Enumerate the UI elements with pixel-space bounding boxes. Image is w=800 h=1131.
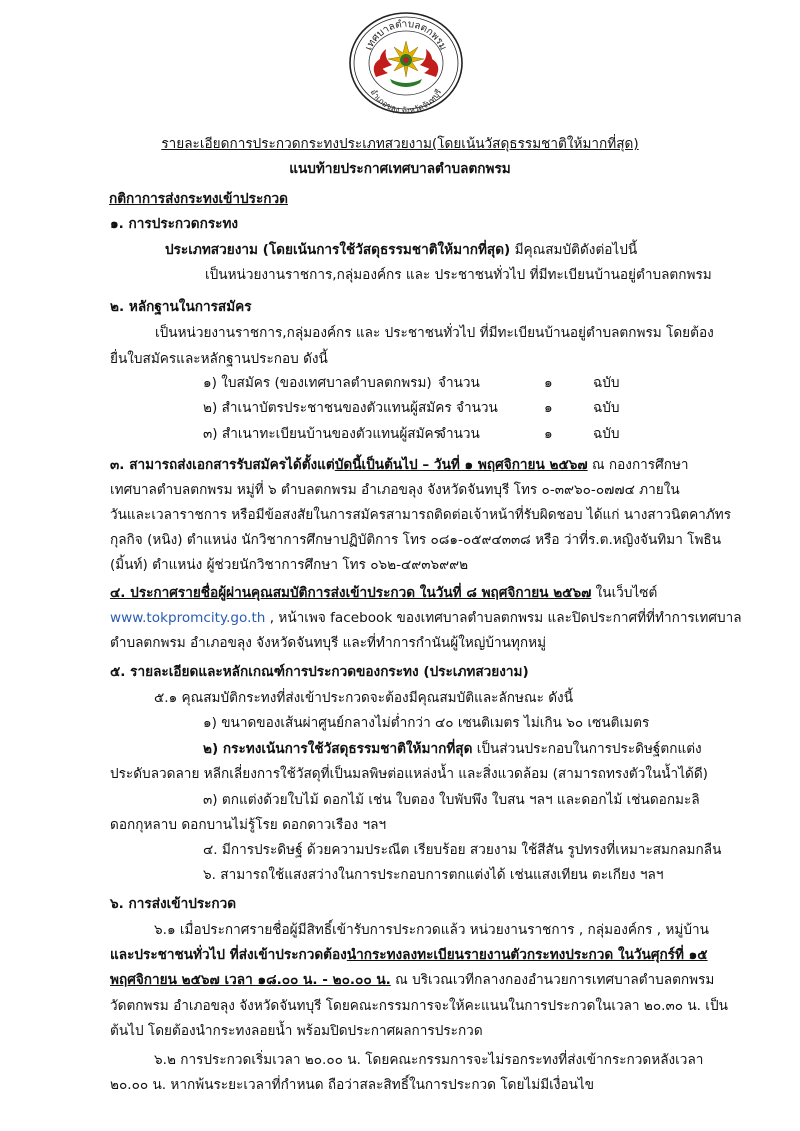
section-4-line-2: [110, 608, 742, 628]
document-unit: ฉบับ: [593, 375, 620, 391]
section-3-location: ณ กองการศึกษา: [587, 457, 689, 473]
criteria-3-line-2: ดอกกุหลาบ ดอกบานไม่รู้โรย ดอกดาวเรือง ฯลฯ: [110, 817, 387, 833]
section-4-website-label: ในเว็บไซต์: [591, 585, 658, 601]
criteria-4: ๔. มีการประดิษฐ์ ด้วยความประณีต เรียบร้อย สวยงาม ใช้สีสัน รูปทรงที่เหมาะสมกลมกลืน: [203, 842, 722, 858]
document-row: [203, 373, 432, 393]
section-4-line-3: ตำบลตกพรม อำเภอขลุง จังหวัดจันทบุรี และที่ทำการกำนันผู้ใหญ่บ้านทุกหมู่: [110, 635, 547, 651]
section-5-sub: ๕.๑ คุณสมบัติกระทงที่ส่งเข้าประกวดจะต้องมีคุณสมบัติและลักษณะ ดังนี้: [154, 690, 573, 706]
section-5-heading: ๕. รายละเอียดและหลักเกณฑ์การประกวดของกระทง (ประเภทสวยงาม): [110, 664, 529, 680]
criteria-1: ๑) ขนาดของเส้นผ่าศูนย์กลางไม่ต่ำกว่า ๔๐ เซนติเมตร ไม่เกิน ๖๐ เซนติเมตร: [203, 715, 650, 731]
document-title: รายละเอียดการประกวดกระทงประเภทสวยงาม(โดยเน้นวัสดุธรรมชาติให้มากที่สุด): [161, 136, 639, 152]
rules-heading: กติกาการส่งกระทงเข้าประกวด: [109, 191, 288, 207]
svg-text:เทศบาลตำบลตกพรม: เทศบาลตำบลตกพรม: [363, 18, 449, 53]
svg-text:อำเภอขลุง จังหวัดจันทบุรี: อำเภอขลุง จังหวัดจันทบุรี: [368, 87, 444, 116]
section-6-1-line-5: ต้นไป โดยต้องนำกระทงลอยน้ำ พร้อมปิดประกาศผลการประกวด: [110, 1023, 483, 1039]
criteria-2-line-2: ประดับลวดลาย หลีกเลี่ยงการใช้วัสดุที่เป็นมลพิษต่อแหล่งน้ำ และสิ่งแวดล้อม (สามารถทรงตัวในน้ำได้ดี): [110, 766, 708, 782]
document-qty-label: จำนวน: [438, 426, 480, 442]
document-subtitle: แนบท้ายประกาศเทศบาลตำบลตกพรม: [289, 161, 511, 177]
criteria-2: [203, 739, 702, 759]
criteria-2-bold: ๒) กระทงเน้นการใช้วัสดุธรรมชาติให้มากที่สุด: [203, 741, 473, 757]
section-6-1-participants: และประชาชนทั่วไป ที่ส่งเข้าประกวดต้อง: [110, 947, 347, 963]
document-name: ๑) ใบสมัคร (ของเทศบาลตำบลตกพรม): [203, 375, 432, 391]
document-name: ๒) สำเนาบัตรประชาชนของตัวแทนผู้สมัคร: [203, 400, 452, 416]
criteria-3: ๓) ตกแต่งด้วยใบไม้ ดอกไม้ เช่น ใบตอง ใบพับพึง ใบสน ฯลฯ และดอกไม้ เช่นดอกมะลิ: [203, 792, 700, 808]
section-3-deadline: บัดนี้เป็นต้นไป – วันที่ ๑ พฤศจิกายน ๒๕๖๗: [334, 457, 588, 473]
criteria-2-rest: เป็นส่วนประกอบในการประดิษฐ์ตกแต่ง: [472, 741, 702, 757]
section-6-2-line-1: ๖.๒ การประกวดเริ่มเวลา ๒๐.๐๐ น. โดยคณะกรรมการจะไม่รอกระทงที่ส่งเข้ากระกวดหลังเวลา: [154, 1052, 704, 1068]
section-6-1-venue: ณ บริเวณเวทีกลางกองอำนวยการเทศบาลตำบลตกพรม: [390, 972, 715, 988]
document-qty-label: จำนวน: [455, 400, 498, 416]
document-qty: ๑: [544, 400, 553, 416]
document-qty: ๑: [544, 375, 553, 391]
document-qty: ๑: [544, 426, 553, 442]
website-link[interactable]: www.tokpromcity.go.th: [110, 610, 266, 626]
section-2-line-2: ยื่นใบสมัครและหลักฐานประกอบ ดังนี้: [110, 351, 328, 367]
section-6-1-line-4: วัดตกพรม อำเภอขลุง จังหวัดจันทบุรี โดยคณะกรรมการจะให้คะแนนในการประกวดในเวลา ๒๐.๓๐ น. เป็น: [110, 998, 728, 1014]
criteria-5: ๖. สามารถใช้แสงสว่างในการประกอบการตกแต่งได้ เช่นแสงเทียน ตะเกียง ฯลฯ: [203, 867, 664, 883]
section-1-line-1: [165, 240, 637, 260]
section-3-line-2: เทศบาลตำบลตกพรม หมู่ที่ ๖ ตำบลตกพรม อำเภอขลุง จังหวัดจันทบุรี โทร ๐-๓๙๖๐-๐๗๗๔ ภายใน: [110, 482, 680, 498]
document-row: [203, 398, 498, 418]
section-4-facebook-text: , หน้าเพจ facebook ของเทศบาลตำบลตกพรม และปิดประกาศที่ที่ทำการเทศบาล: [265, 610, 742, 626]
document-unit: ฉบับ: [593, 400, 620, 416]
section-6-1-time: พฤศจิกายน ๒๕๖๗ เวลา ๑๘.๐๐ น. - ๒๐.๐๐ น.: [110, 972, 391, 988]
document-row: [203, 424, 441, 444]
municipality-seal-icon: [346, 3, 466, 119]
section-6-1-registration: นำกระทงลงทะเบียนรายงานตัวกระทงประกวด ในวันศุกร์ที่ ๑๕: [346, 947, 708, 963]
section-1-category: ประเภทสวยงาม (โดยเน้นการใช้วัสดุธรรมชาติให้มากที่สุด): [165, 242, 511, 258]
document-unit: ฉบับ: [593, 426, 620, 442]
document-name: ๓) สำเนาทะเบียนบ้านของตัวแทนผู้สมัคร: [203, 426, 441, 442]
section-4-heading: ๔. ประกาศรายชื่อผู้ผ่านคุณสมบัติการส่งเข้าประกวด ในวันที่ ๘ พฤศจิกายน ๒๕๖๗: [110, 585, 592, 601]
section-1-heading: ๑. การประกวดกระทง: [110, 216, 239, 232]
section-1-line-2: เป็นหน่วยงานราชการ,กลุ่มองค์กร และ ประชาชนทั่วไป ที่มีทะเบียนบ้านอยู่ตำบลตกพรม: [205, 267, 712, 283]
section-3-line-4: กุลกิจ (หนิง) ตำแหน่ง นักวิชาการศึกษาปฏิบัติการ โทร ๐๘๑-๐๕๙๔๓๓๘ หรือ ว่าที่ร.ต.หญิงจันทิมา โพธิน: [110, 532, 722, 548]
section-4-line-1: [110, 583, 657, 603]
section-2-heading: ๒. หลักฐานในการสมัคร: [110, 299, 252, 315]
section-6-1-line-3: [110, 970, 714, 990]
section-3-line-5: (มิ้นท์) ตำแหน่ง ผู้ช่วยนักวิชาการศึกษา โทร ๐๖๒-๔๙๓๖๙๙๒: [110, 557, 469, 573]
section-6-2-line-2: ๒๐.๐๐ น. หากพ้นระยะเวลาที่กำหนด ถือว่าสละสิทธิ์ในการประกวด โดยไม่มีเงื่อนไข: [110, 1077, 595, 1093]
section-3-line-3: วันและเวลาราชการ หรือมีข้อสงสัยในการสมัครสามารถติดต่อเจ้าหน้าที่รับผิดชอบ ได้แก่ นางสาวนิตคาภัทร: [110, 507, 732, 523]
section-6-heading: ๖. การส่งเข้าประกวด: [110, 896, 237, 912]
document-qty-label: จำนวน: [438, 375, 480, 391]
section-1-qualifier: มีคุณสมบัติดังต่อไปนี้: [514, 242, 638, 258]
section-6-1-line-1: ๖.๑ เมื่อประกาศรายชื่อผู้มีสิทธิ์เข้ารับการประกวดแล้ว หน่วยงานราชการ , กลุ่มองค์กร , หมู่บ้าน: [154, 922, 709, 938]
section-3-line-1: [110, 455, 689, 475]
section-2-line-1: เป็นหน่วยงานราชการ,กลุ่มองค์กร และ ประชาชนทั่วไป ที่มีทะเบียนบ้านอยู่ตำบลตกพรม โดยต้อง: [155, 325, 714, 341]
section-6-1-line-2: [110, 945, 708, 965]
section-3-heading: ๓. สามารถส่งเอกสารรับสมัครได้ตั้งแต่: [110, 457, 335, 473]
